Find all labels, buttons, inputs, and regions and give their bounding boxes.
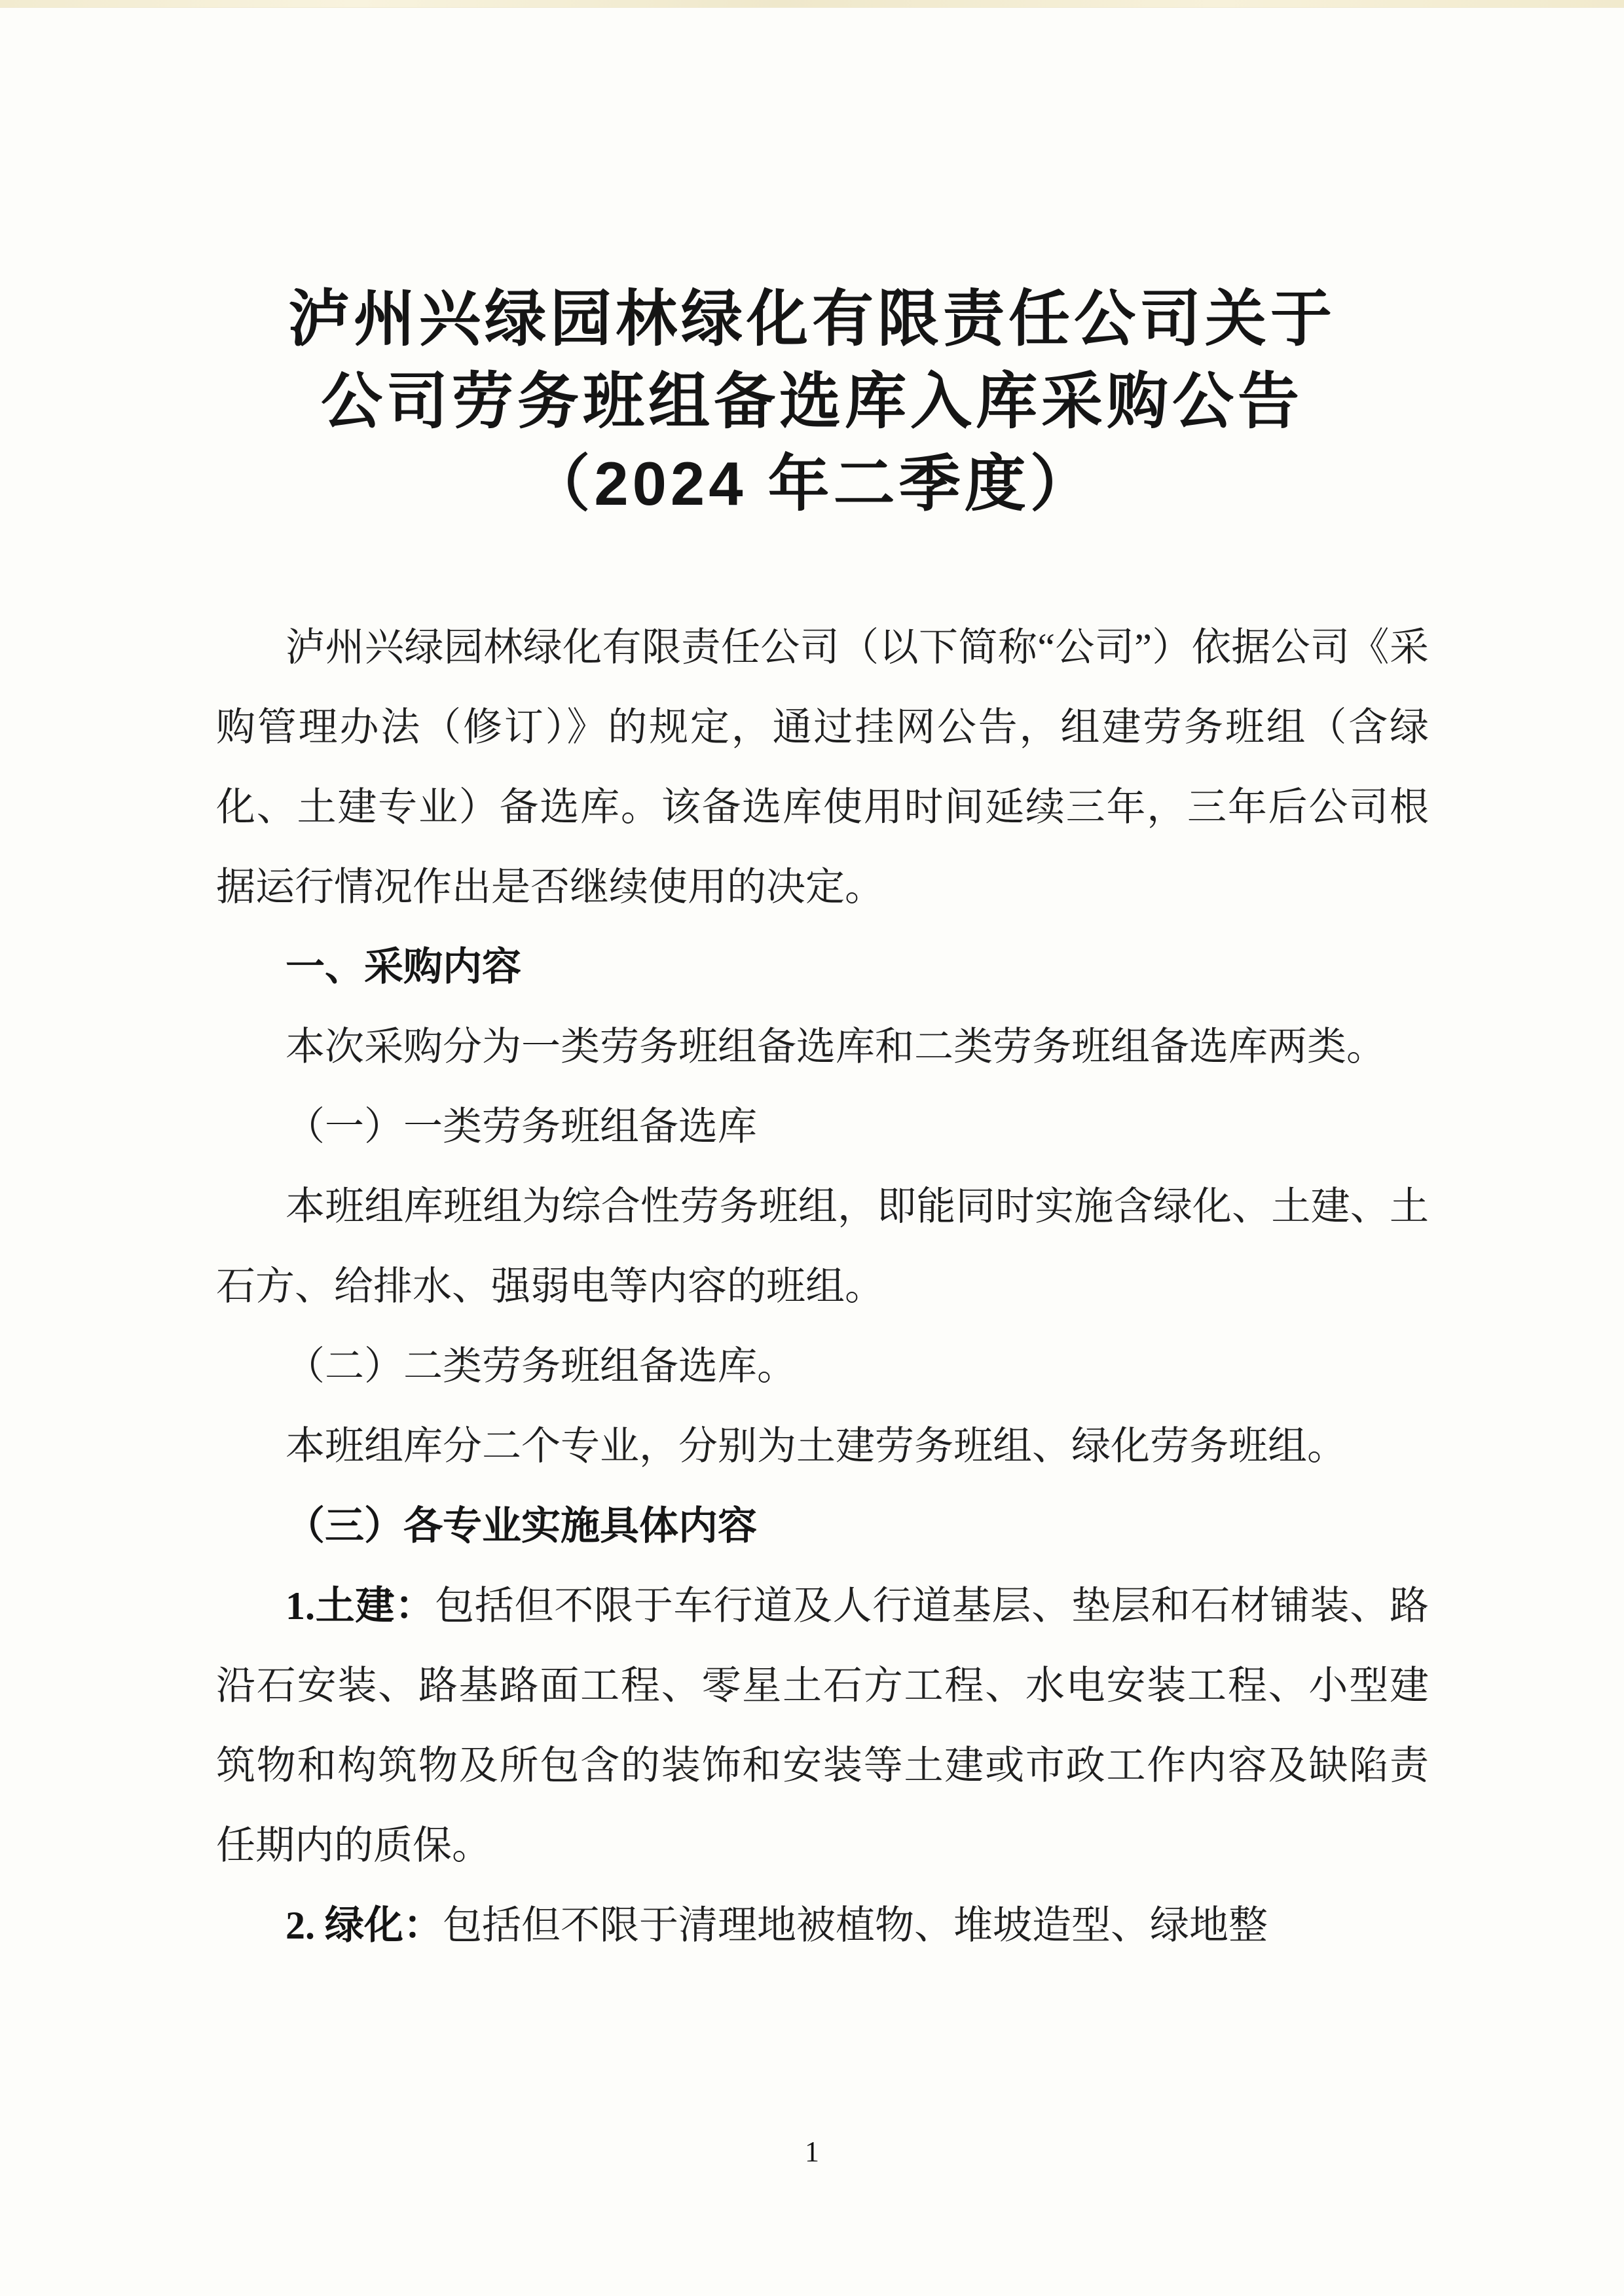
subsection-heading-class1: （一）一类劳务班组备选库 — [286, 1105, 757, 1148]
paragraph-class2-description: 本班组库分二个专业，分别为土建劳务班组、绿化劳务班组。 — [286, 1425, 1346, 1468]
paragraph-intro: 泸州兴绿园林绿化有限责任公司（以下简称“公司”）依据公司《采购管理办法（修订）》的规定，通过挂网公告，组建劳务班组（含绿化、土建专业）备选库。该备选库使用时间延续三年，三年后公司根据运行情况作出是否继续使用的决定。 — [216, 626, 1429, 909]
scan-edge-artifact — [0, 0, 1624, 8]
item-civil-works — [216, 1566, 1429, 1886]
page-number: 1 — [805, 2136, 819, 2168]
section-heading-procurement-content: 一、采购内容 — [286, 945, 521, 989]
document-title — [206, 278, 1418, 525]
subsection-heading-specifics: （三）各专业实施具体内容 — [286, 1504, 757, 1548]
item-civil-works-label: 1.土建： — [286, 1584, 435, 1628]
paragraph-class1-description: 本班组库班组为综合性劳务班组，即能同时实施含绿化、土建、土石方、给排水、强弱电等内容的班组。 — [216, 1185, 1429, 1308]
item-civil-works-text: 包括但不限于车行道及人行道基层、垫层和石材铺装、路沿石安装、路基路面工程、零星土石方工程、水电安装工程、小型建筑物和构筑物及所包含的装饰和安装等土建或市政工作内容及缺陷责任期内的质保。 — [216, 1584, 1429, 1867]
item-greening-label: 2. 绿化： — [286, 1904, 443, 1947]
item-greening — [216, 1886, 1429, 1965]
title-line-1: 泸州兴绿园林绿化有限责任公司关于 — [287, 284, 1336, 353]
document-body — [216, 608, 1429, 1965]
title-line-2: 公司劳务班组备选库入库采购公告 — [320, 367, 1303, 435]
item-greening-text: 包括但不限于清理地被植物、堆坡造型、绿地整 — [443, 1904, 1268, 1947]
subsection-heading-class2: （二）二类劳务班组备选库。 — [286, 1345, 796, 1388]
paragraph-scope: 本次采购分为一类劳务班组备选库和二类劳务班组备选库两类。 — [286, 1025, 1386, 1068]
title-line-3: （2024 年二季度） — [528, 449, 1096, 518]
